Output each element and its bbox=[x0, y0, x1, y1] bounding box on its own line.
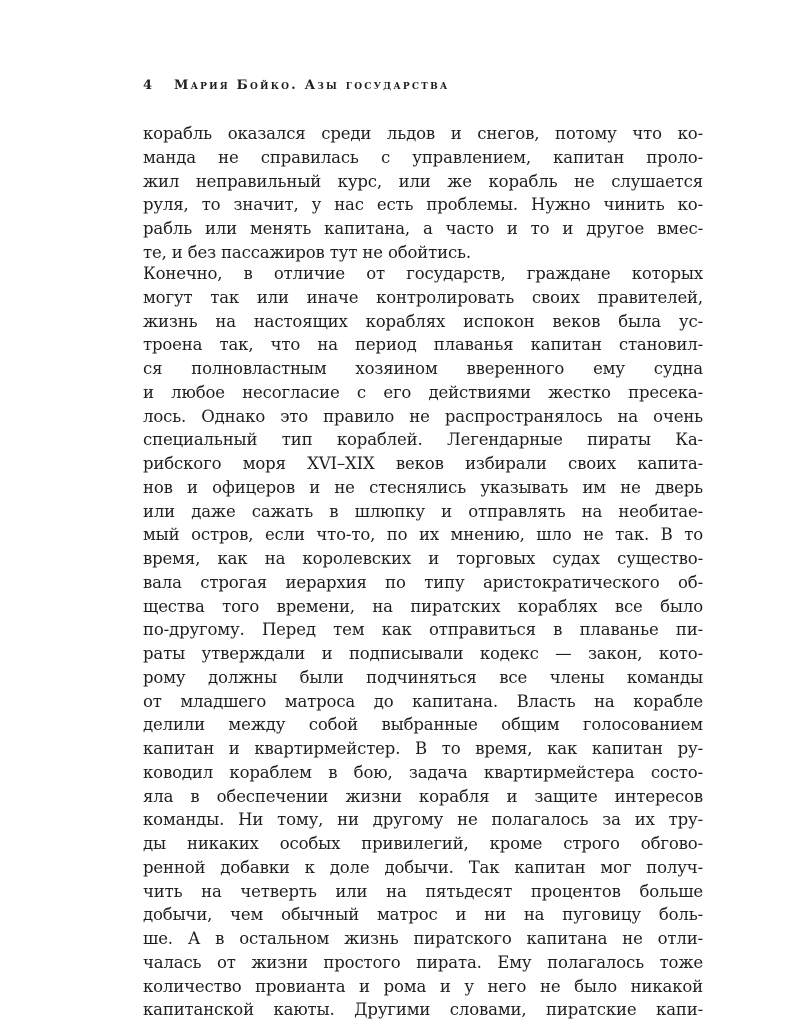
text-line: щества того времени, на пиратских кораблях все было bbox=[143, 596, 703, 616]
text-line: ся полновластным хозяином вверенного ему судна bbox=[143, 359, 703, 378]
text-line: время, как на королевских и торговых судах существо- bbox=[143, 549, 703, 568]
text-line: добычи, чем обычный матрос и ни на пуговицу боль- bbox=[143, 905, 703, 925]
text-line: те, и без пассажиров тут не обойтись. bbox=[143, 242, 471, 262]
text-line: ды никаких особых привилегий, кроме строго обгово- bbox=[143, 834, 703, 853]
text-line: рому должны были подчиняться все члены команды bbox=[143, 667, 703, 687]
text-line: троена так, что на период плаванья капитан становил- bbox=[143, 335, 703, 355]
text-line: жил неправильный курс, или же корабль не слушается bbox=[143, 171, 703, 191]
text-line: нов и офицеров и не стеснялись указывать им не дверь bbox=[143, 477, 703, 497]
header-title: Мария Бойко. Азы государства bbox=[174, 78, 450, 93]
running-header bbox=[143, 77, 703, 95]
text-line: мый остров, если что-то, по их мнению, шло не так. В то bbox=[143, 525, 703, 545]
text-line: ководил кораблем в бою, задача квартирмейстера состо- bbox=[143, 762, 703, 782]
page-number: 4 bbox=[143, 78, 153, 93]
paragraph bbox=[143, 122, 703, 265]
text-line: по-другому. Перед тем как отправиться в плаванье пи- bbox=[143, 620, 703, 640]
text-line: от младшего матроса до капитана. Власть на корабле bbox=[143, 691, 703, 711]
text-line: яла в обеспечении жизни корабля и защите интересов bbox=[143, 786, 703, 806]
text-line: количество провианта и рома и у него не было никакой bbox=[143, 976, 703, 996]
text-line: вала строгая иерархия по типу аристократического об- bbox=[143, 572, 703, 592]
text-line: и любое несогласие с его действиями жестко пресека- bbox=[143, 382, 703, 402]
text-line: корабль оказался среди льдов и снегов, потому что ко- bbox=[143, 124, 703, 143]
paragraph bbox=[143, 262, 703, 1022]
text-line: или даже сажать в шлюпку и отправлять на необитае- bbox=[143, 501, 703, 521]
text-line: капитан и квартирмейстер. В то время, как капитан ру- bbox=[143, 739, 703, 758]
text-line: манда не справилась с управлением, капитан проло- bbox=[143, 147, 703, 167]
text-line: ше. А в остальном жизнь пиратского капитана не отли- bbox=[143, 929, 703, 948]
text-line: специальный тип кораблей. Легендарные пираты Ка- bbox=[143, 430, 703, 450]
text-line: чалась от жизни простого пирата. Ему полагалось тоже bbox=[143, 952, 703, 972]
text-line: чить на четверть или на пятьдесят процентов больше bbox=[143, 881, 703, 901]
text-line: рибского моря XVI–XIX веков избирали своих капита- bbox=[143, 454, 703, 473]
text-line: капитанской каюты. Другими словами, пиратские капи- bbox=[143, 1000, 703, 1020]
text-line: жизнь на настоящих кораблях испокон веков была ус- bbox=[143, 311, 703, 331]
text-line: Конечно, в отличие от государств, граждане которых bbox=[143, 264, 703, 283]
text-line: руля, то значит, у нас есть проблемы. Нужно чинить ко- bbox=[143, 195, 703, 215]
text-line: рабль или менять капитана, а часто и то и другое вмес- bbox=[143, 219, 703, 238]
text-line: команды. Ни тому, ни другому не полагалось за их тру- bbox=[143, 810, 703, 830]
text-line: лось. Однако это правило не распространялось на очень bbox=[143, 406, 703, 426]
text-line: могут так или иначе контролировать своих правителей, bbox=[143, 287, 703, 307]
text-line: раты утверждали и подписывали кодекс — закон, кото- bbox=[143, 644, 703, 663]
text-line: ренной добавки к доле добычи. Так капитан мог получ- bbox=[143, 857, 703, 877]
text-line: делили между собой выбранные общим голосованием bbox=[143, 715, 703, 735]
